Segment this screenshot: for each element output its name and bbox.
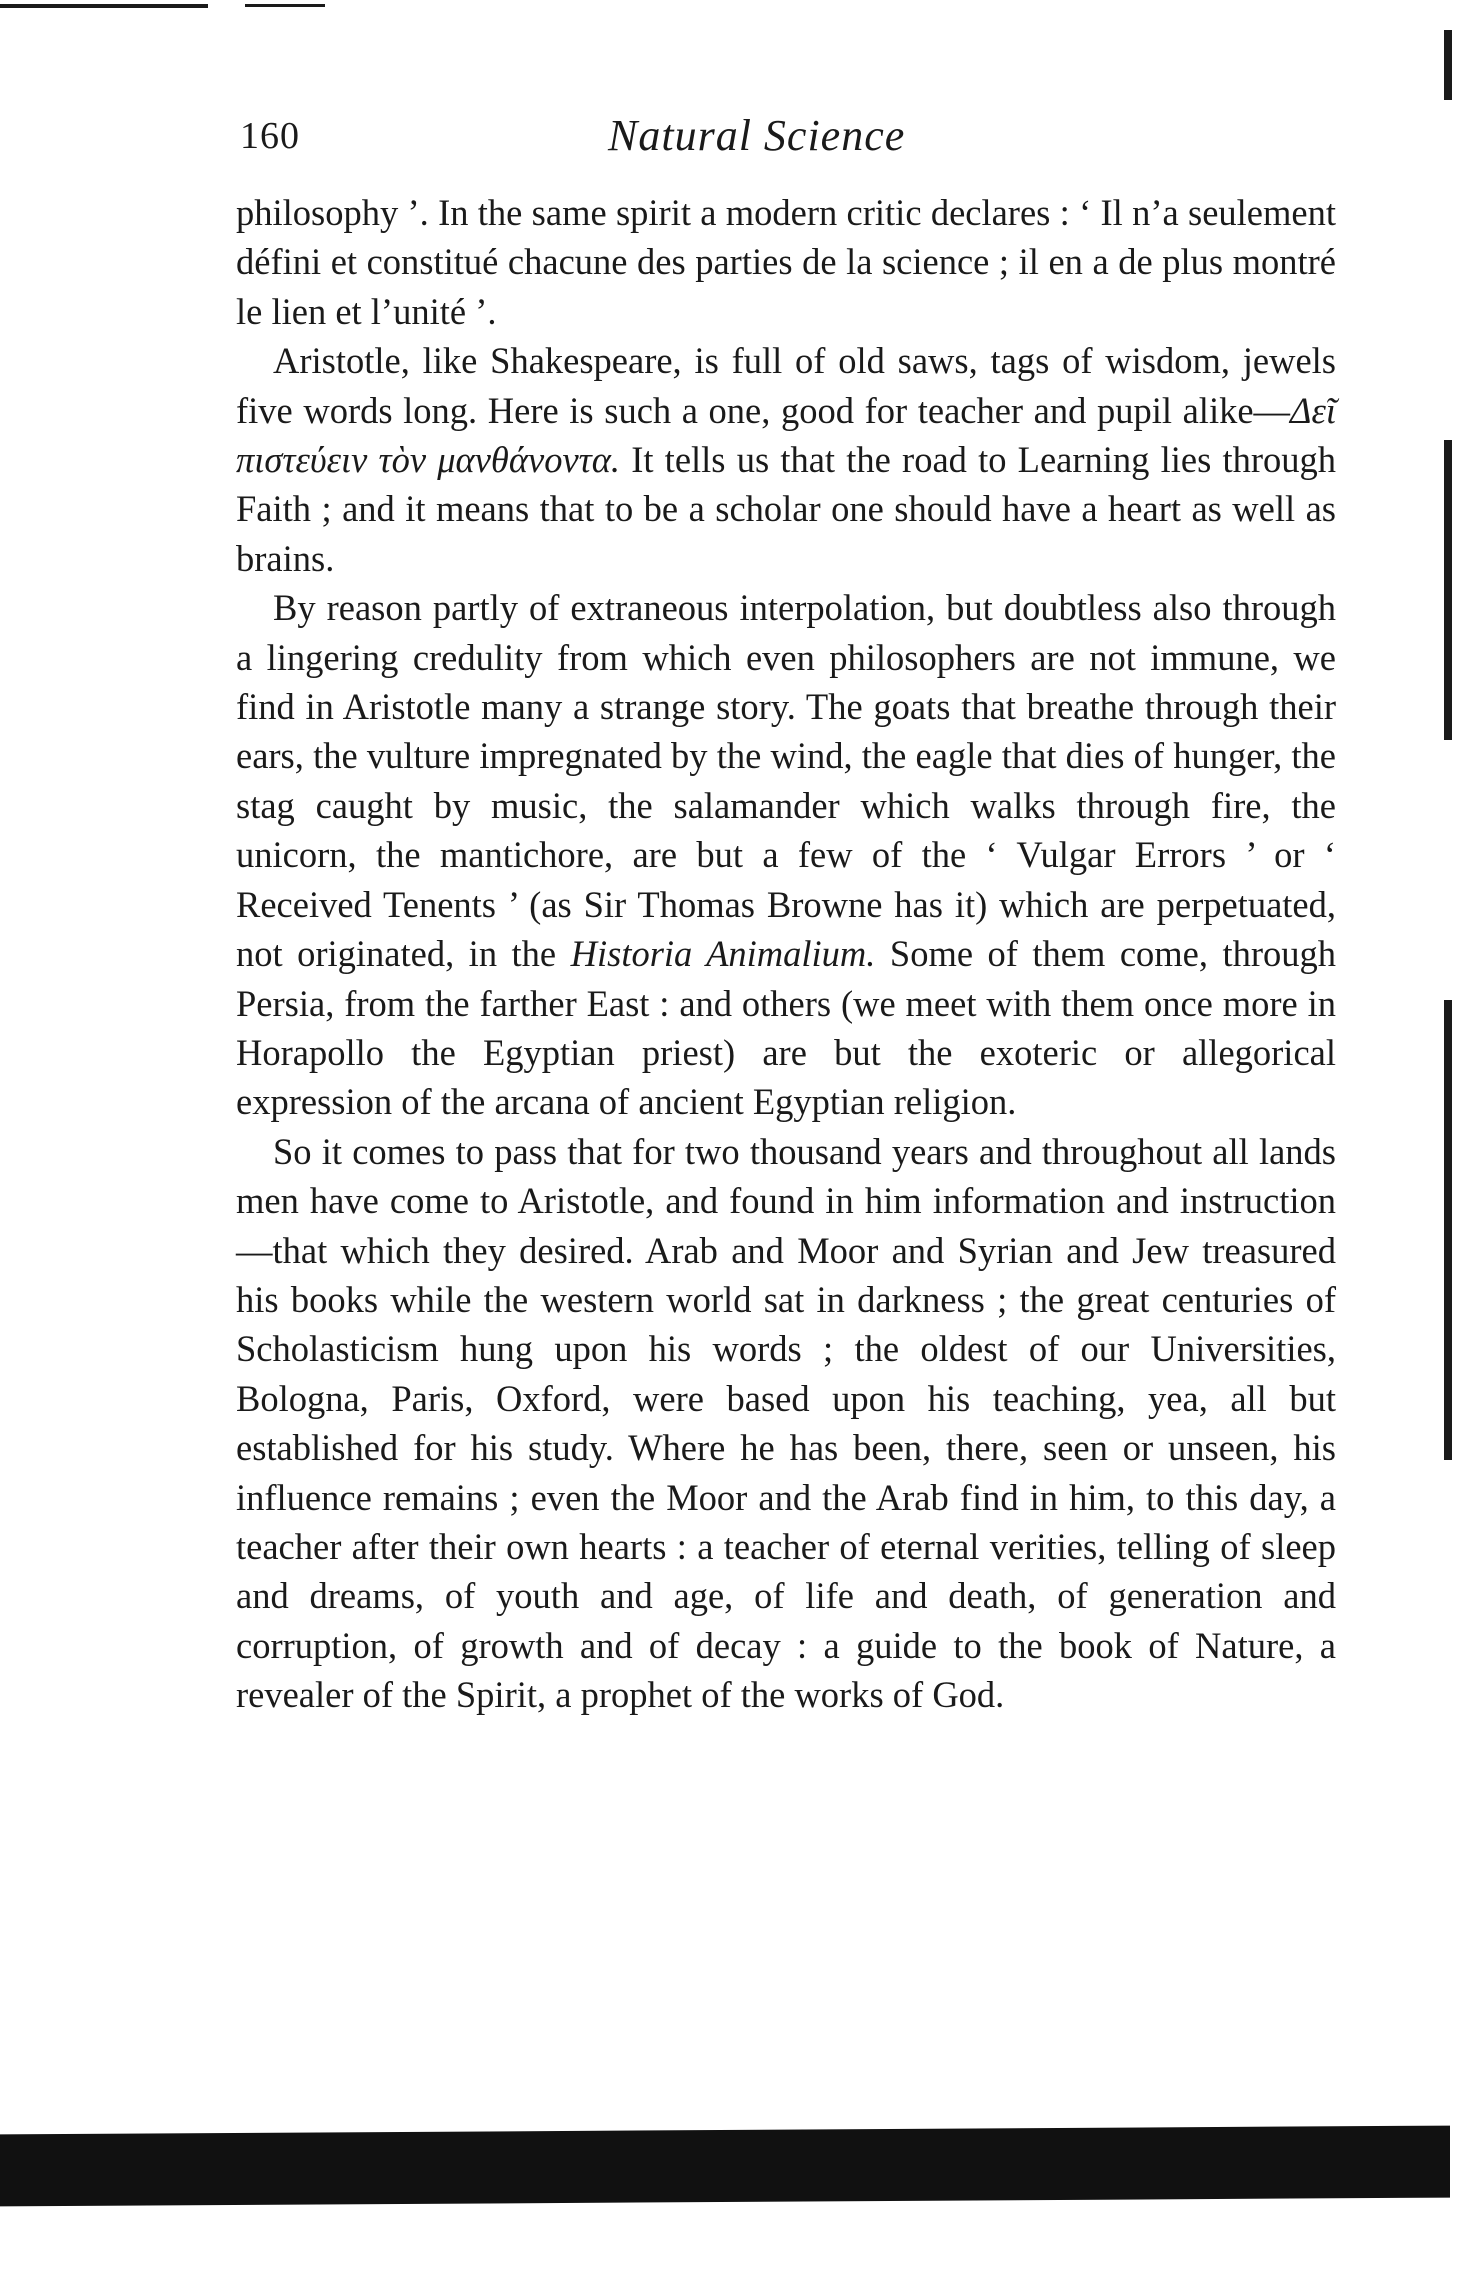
scan-edge-mark <box>1444 30 1452 100</box>
scan-edge-mark <box>1444 440 1452 740</box>
book-title-italic: Historia Animalium. <box>570 933 876 975</box>
paragraph <box>236 583 1336 1126</box>
scan-top-rule-short <box>245 4 325 7</box>
paragraph-text: Some of them come, through Persia, from the farther East : and others (we meet with them once more in Horapollo the Egyptian priest) are but the exoteric or allegorical expression of the arcana of ancient Egyptian religion. <box>236 933 1336 1123</box>
paragraph <box>236 336 1336 583</box>
running-title: Natural Science <box>608 111 906 160</box>
paragraph <box>236 188 1336 336</box>
scan-edge-mark <box>1444 1000 1452 1460</box>
greek-quote: Δεῖ πιστεύειν τὸν μανθάνοντα. <box>236 389 1336 481</box>
page-number: 160 <box>240 115 300 157</box>
paragraph <box>236 1127 1336 1720</box>
paragraph-text: By reason partly of extraneous interpolation, but doubtless also through a lingering credulity from which even philosophers are not immune, we find in Aristotle many a strange story. The goats that breathe through their ears, the vulture impregnated by the wind, the eagle that dies of hunger, the stag caught by music, the salamander which walks through fire, the unicorn, the mantichore, are but a few of the ‘ Vulgar Errors ’ or ‘ Received Tenents ’ (as Sir Thomas Browne has it) which are perpetuated, not originated, in the <box>236 587 1336 975</box>
scan-top-rule <box>0 4 208 8</box>
book-page <box>236 110 1336 1720</box>
scan-bottom-bar <box>0 2126 1450 2207</box>
body-text <box>236 188 1336 1720</box>
paragraph-text: Aristotle, like Shakespeare, is full of old saws, tags of wisdom, jewels five words long. Here is such a one, good for teacher and pupil alike— <box>236 340 1336 431</box>
running-head <box>236 110 1336 176</box>
paragraph-text: philosophy ’. In the same spirit a modern critic declares : ‘ Il n’a seulement défini et constitué chacune des parties de la science ; il en a de plus montré le lien et l’unité ’. <box>236 192 1336 332</box>
paragraph-text: So it comes to pass that for two thousand years and throughout all lands men have come to Aristotle, and found in him information and instruction—that which they desired. Arab and Moor and Syrian and Jew treasured his books while the western world sat in darkness ; the great centuries of Scholasticism hung upon his words ; the oldest of our Universities, Bologna, Paris, Oxford, were based upon his teaching, yea, all but established for his study. Where he has been, there, seen or unseen, his influence remains ; even the Moor and the Arab find in him, to this day, a teacher after their own hearts : a teacher of eternal verities, telling of sleep and dreams, of youth and age, of life and death, of generation and corruption, of growth and of decay : a guide to the book of Nature, a revealer of the Spirit, a prophet of the works of God. <box>236 1130 1336 1716</box>
paragraph-text: It tells us that the road to Learning lies through Faith ; and it means that to be a scholar one should have a heart as well as brains. <box>236 439 1336 579</box>
